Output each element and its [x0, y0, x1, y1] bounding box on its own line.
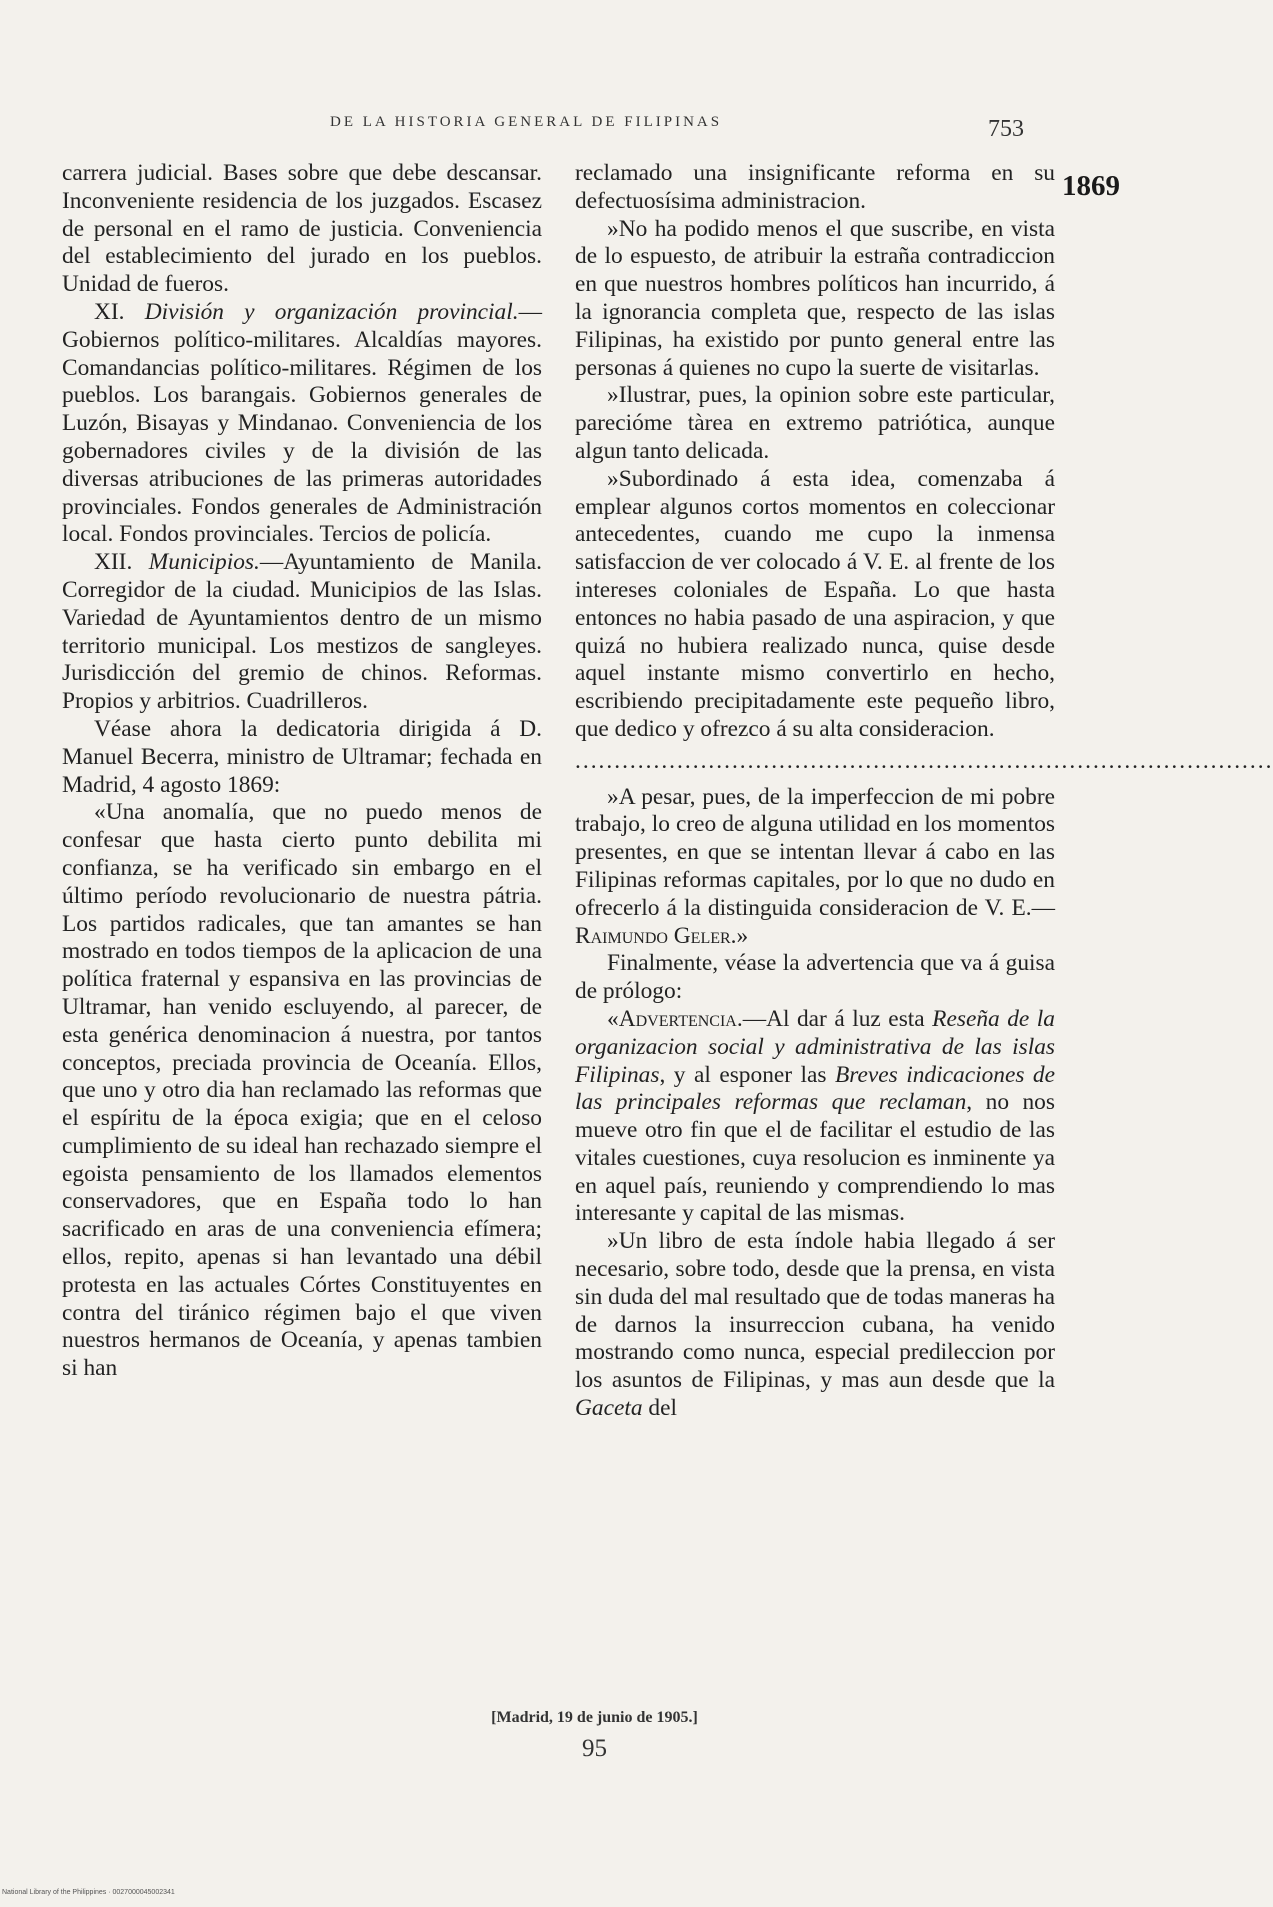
paragraph: [62, 299, 542, 549]
paragraph: »Ilustrar, pues, la opinion sobre este particular, parecióme tàrea en extremo patriótica, aunque algun tanto delicada.: [575, 382, 1055, 464]
running-title: DE LA HISTORIA GENERAL DE FILIPINAS: [330, 114, 723, 130]
paragraph: »Subordinado á esta idea, comenzaba á emplear algunos cortos momentos en coleccionar antecedentes, cuando me cupo la inmensa satisfaccion de ver colocado á V. E. al frente de los intereses coloniales de España. Lo que hasta entonces no habia pasado de una aspiracion, y que quizá no hubiera realizado nunca, quise desde aquel instante mismo convertirlo en hecho, escribiendo precipitadamente este pequeño libro, que dedico y ofrezco á su alta consideracion.: [575, 465, 1055, 742]
paragraph-text: »Un libro de esta índole habia llegado á ser necesario, sobre todo, desde que la prensa, en vista sin duda del mal resultado que de todas maneras ha de darnos la insurreccion cubana, ha venido mostrando como nunca, especial predileccion por los asuntos de Filipinas, y mas aun desde que la: [575, 1228, 1056, 1394]
paragraph: reclamado una insignificante reforma en su defectuosísima administracion.: [575, 160, 1055, 214]
book-title: Reseña de la organizacion social y administrativa de las islas Filipinas: [575, 1005, 1055, 1088]
section-title: División y organización provincial.: [144, 298, 519, 325]
paragraph-text: , y al esponer las: [659, 1061, 835, 1088]
section-number: XI.: [94, 298, 145, 325]
author-signature: Raimundo Geler.: [575, 922, 737, 949]
section-title: Municipios.: [148, 549, 260, 576]
paragraph: «Una anomalía, que no puedo menos de confesar que hasta cierto punto debilita mi confianza, se ha verificado sin embargo en el último período revolucionario de nuestra pátria. Los partidos radicales, que tan amantes se han mostrado en todos tiempos de la aplicacion de una política fraternal y espansiva en las provincias de Ultramar, han venido escluyendo, al parecer, de esta genérica denominacion á nuestra, por tantos conceptos, preciada provincia de Oceanía. Ellos, que uno y otro dia han reclamado las reformas que el espíritu de la época exigia; que en el celoso cumplimiento de su ideal han rechazado siempre el egoista pensamiento de los llamados elementos conservadores, que en España todo lo han sacrificado en aras de una conveniencia efímera; ellos, repito, apenas si han levantado una débil protesta en las actuales Córtes Constituyentes en contra del tiránico régimen bajo el que viven nuestros hermanos de Oceanía, y apenas tambien si han: [62, 799, 542, 1382]
paragraph: »No ha podido menos el que suscribe, en vista de lo espuesto, de atribuir la estraña contradiccion en que nuestros hombres políticos han incurrido, á la ignorancia completa que, respecto de las islas Filipinas, ha existido por punto general entre las personas á quienes no cupo la suerte de visitarlas.: [575, 215, 1055, 381]
section-text: —Gobiernos político-militares. Alcaldías mayores. Comandancias político-militares. Régimen de los pueblos. Los barangais. Gobiernos generales de Luzón, Bisayas y Mindanao. Conveniencia de los gobernadores civiles y de la división de las diversas atribuciones de las primeras autoridades provinciales. Fondos generales de Administración local. Fondos provinciales. Tercios de policía.: [62, 298, 542, 548]
book-title: Breves indicaciones de las principales reformas que reclaman: [575, 1061, 1056, 1116]
paragraph: carrera judicial. Bases sobre que debe descansar. Inconveniente residencia de los juzgados. Escasez de personal en el ramo de justicia. Conveniencia del establecimiento del jurado en los pueblos. Unidad de fueros.: [62, 160, 542, 298]
section-number: XII.: [94, 549, 149, 576]
margin-year: 1869: [1062, 170, 1120, 202]
library-credit: National Library of the Philippines · 0027000045002341: [2, 1889, 175, 1896]
closing-quote: »: [736, 922, 749, 949]
advertencia-label: Advertencia.: [618, 1005, 743, 1032]
signature-number: 95: [582, 1735, 607, 1762]
paragraph: Finalmente, véase la advertencia que va á guisa de prólogo:: [575, 950, 1055, 1005]
section-text: —Ayuntamiento de Manila. Corregidor de la ciudad. Municipios de las Islas. Variedad de Ayuntamientos dentro de un mismo territorio municipal. Los mestizos de sangleyes. Jurisdicción del gremio de chinos. Reformas. Propios y arbitrios. Cuadrilleros.: [62, 549, 542, 715]
paragraph: [62, 549, 542, 716]
paragraph-text: —Al dar á luz esta: [742, 1005, 933, 1032]
opening-quote: «: [607, 1005, 619, 1032]
paragraph-text: del: [642, 1395, 677, 1422]
imprint-date: [Madrid, 19 de junio de 1905.]: [491, 1709, 698, 1726]
paragraph-text: »A pesar, pues, de la imperfeccion de mi pobre trabajo, lo creo de alguna utilidad en los momentos presentes, en que se intentan llevar á cabo en las Filipinas reformas capitales, por lo que no dudo en ofrecerlo á la distinguida consideracion de V. E.—: [575, 783, 1055, 921]
paragraph: Véase ahora la dedicatoria dirigida á D. Manuel Becerra, ministro de Ultramar; fechada en Madrid, 4 agosto 1869:: [62, 715, 542, 798]
paragraph: [575, 784, 1055, 951]
left-column: [62, 160, 542, 1383]
publication-title: Gaceta: [575, 1395, 643, 1422]
page-number: 753: [988, 116, 1024, 142]
paragraph-text: , no nos mueve otro fin que el de facilitar el estudio de las vitales cuestiones, cuya resolucion es inminente ya en aquel país, reuniendo y comprendiendo lo mas interesante y capital de las mismas.: [575, 1089, 1055, 1227]
paragraph: [575, 1006, 1055, 1228]
paragraph: [575, 1228, 1055, 1423]
ellipsis-divider: .........................................................................................: [575, 747, 1273, 774]
